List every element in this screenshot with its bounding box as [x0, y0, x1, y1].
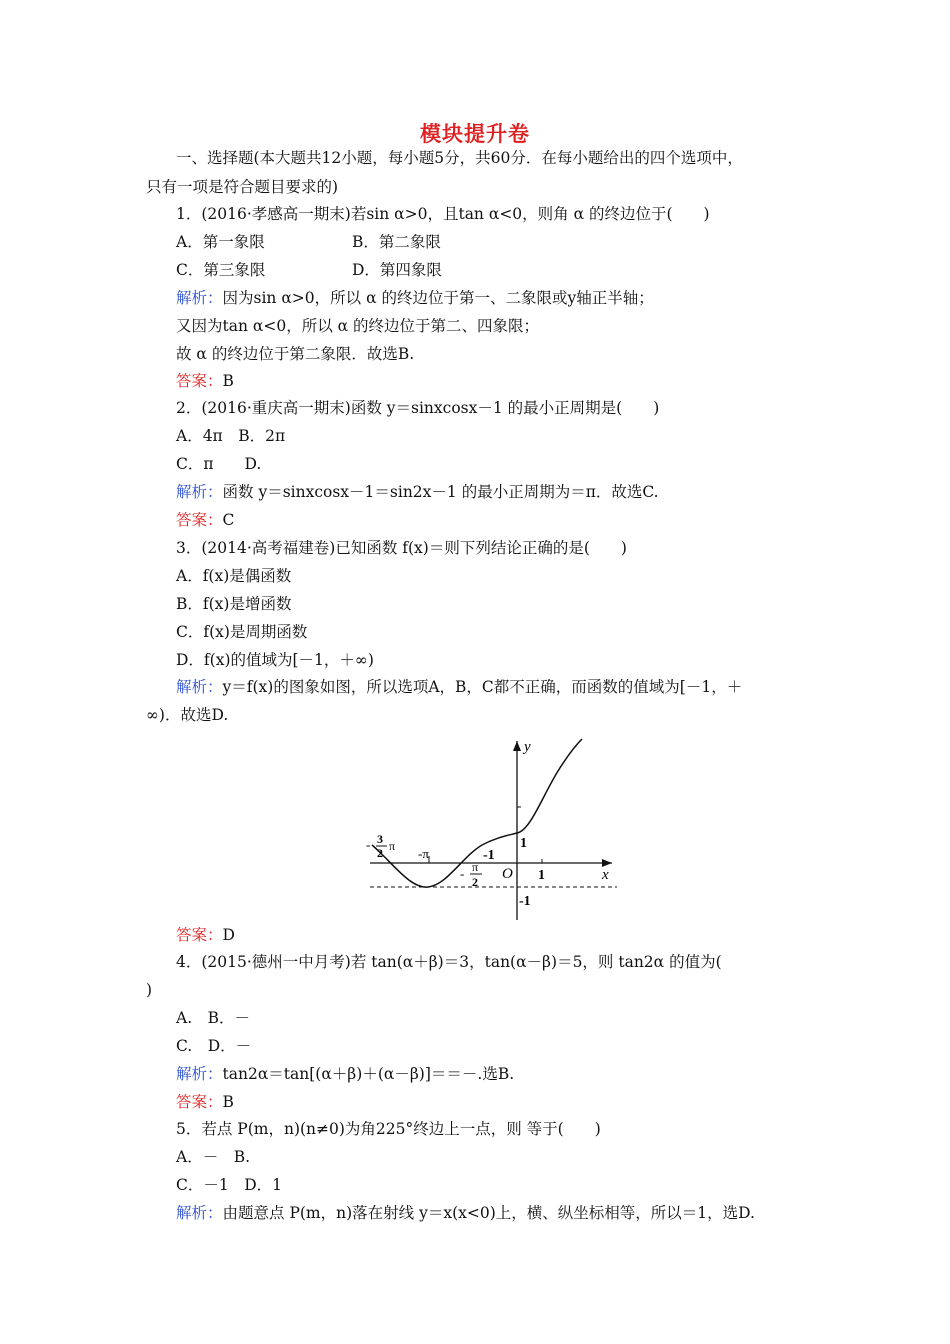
y-axis-arrow	[513, 741, 521, 751]
q5-analysis: 解析：由题意点 P(m，n)落在射线 y＝x(x<0)上，横、纵坐标相等，所以＝1，选D.	[176, 1204, 755, 1222]
q5-options-cd: C．－1 D．1	[176, 1176, 283, 1194]
q3-option-b: B．f(x)是增函数	[176, 595, 292, 613]
x-axis-arrow	[602, 859, 612, 867]
q4-options-ab: A. B．－	[176, 1009, 251, 1027]
q4-answer: 答案：B	[176, 1093, 234, 1111]
x-tick-label-1: 1	[538, 868, 545, 883]
x-tick-label-minus-pi: -π	[418, 846, 429, 861]
q4-stem: 4．(2015·德州一中月考)若 tan(α＋β)＝3，tan(α－β)＝5，则 tan2α 的值为(	[176, 953, 722, 971]
x-label: x	[602, 867, 609, 883]
q1-option-a: A．第一象限	[176, 233, 265, 251]
analysis-label: 解析：	[176, 678, 223, 696]
minus-one-label: -1	[483, 848, 495, 863]
frac-den-2b: 2	[472, 875, 478, 889]
q2-analysis: 解析：函数 y＝sinxcosx－1＝sin2x－1 的最小正周期为＝π．故选C.	[176, 483, 659, 501]
section-header: 一、选择题(本大题共12小题，每小题5分，共60分．在每小题给出的四个选项中，	[176, 149, 743, 167]
q1-stem: 1．(2016·孝感高一期末)若sin α>0，且tan α<0，则角 α 的终边位于( )	[176, 205, 710, 223]
origin-label: O	[502, 866, 513, 882]
q1-option-b: B．第二象限	[352, 233, 441, 251]
q3-analysis-2: ∞)．故选D.	[146, 706, 229, 724]
analysis-label: 解析：	[176, 1065, 223, 1083]
q1-answer: 答案：B	[176, 372, 234, 390]
analysis-label: 解析：	[176, 1204, 223, 1222]
answer-label: 答案：	[176, 372, 223, 390]
q3-option-d: D．f(x)的值域为[－1，＋∞)	[176, 651, 374, 669]
y-tick-label-1: 1	[520, 836, 527, 851]
frac-num-3: 3	[377, 832, 383, 846]
q2-stem: 2．(2016·重庆高一期末)函数 y＝sinxcosx－1 的最小正周期是( )	[176, 399, 660, 417]
answer-label: 答案：	[176, 511, 223, 529]
q4-options-cd: C. D．－	[176, 1037, 252, 1055]
y-tick-label-minus-1: -1	[519, 894, 531, 909]
q5-options-ab: A．－ B.	[176, 1148, 251, 1166]
q5-stem: 5．若点 P(m，n)(n≠0)为角225°终边上一点，则 等于( )	[176, 1120, 601, 1138]
q3-stem: 3．(2014·高考福建卷)已知函数 f(x)＝则下列结论正确的是( )	[176, 539, 627, 557]
q2-answer: 答案：C	[176, 511, 235, 529]
section-header-cont: 只有一项是符合题目要求的)	[146, 178, 339, 196]
q2-options-cd: C．π D.	[176, 455, 262, 473]
q4-analysis: 解析：tan2α＝tan[(α＋β)＋(α－β)]＝＝－.选B.	[176, 1065, 515, 1083]
q1-option-c: C．第三象限	[176, 261, 266, 279]
answer-label: 答案：	[176, 1093, 223, 1111]
q1-option-d: D．第四象限	[352, 261, 442, 279]
frac-minus-sign-2: -	[460, 866, 465, 881]
q1-analysis-2: 又因为tan α<0，所以 α 的终边位于第二、四象限；	[176, 317, 540, 335]
q1-analysis-1: 解析：因为sin α>0，所以 α 的终边位于第一、二象限或y轴正半轴；	[176, 289, 654, 307]
frac-pi-a: π	[389, 839, 396, 853]
q3-analysis-1: 解析：y＝f(x)的图象如图，所以选项A，B，C都不正确，而函数的值域为[－1，＋	[176, 678, 743, 696]
function-graph	[362, 737, 622, 923]
frac-minus-sign: -	[366, 837, 371, 852]
answer-label: 答案：	[176, 926, 223, 944]
y-label: y	[524, 739, 531, 755]
analysis-label: 解析：	[176, 483, 223, 501]
q2-options-ab: A．4π B．2π	[176, 427, 286, 445]
frac-den-2a: 2	[377, 846, 383, 860]
q3-answer: 答案：D	[176, 926, 235, 944]
analysis-label: 解析：	[176, 289, 223, 307]
q3-option-a: A．f(x)是偶函数	[176, 567, 292, 585]
q1-analysis-3: 故 α 的终边位于第二象限．故选B.	[176, 345, 415, 363]
frac-num-pi: π	[472, 860, 479, 874]
q3-option-c: C．f(x)是周期函数	[176, 623, 308, 641]
page-title: 模块提升卷	[420, 121, 530, 146]
q4-stem-cont: )	[146, 981, 153, 999]
